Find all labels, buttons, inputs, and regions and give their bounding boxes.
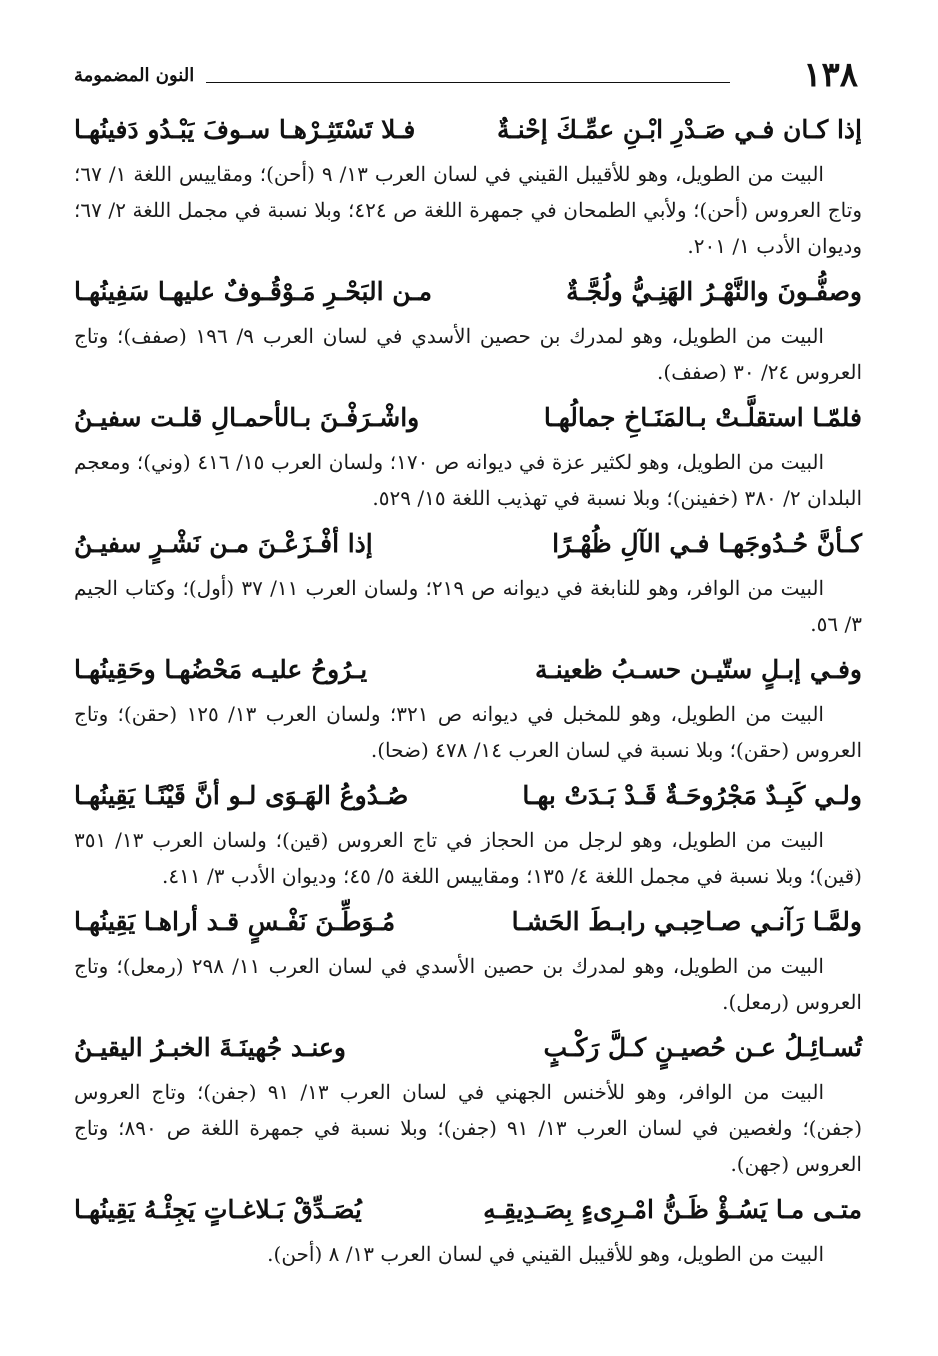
first-hemistich: متـى مـا يَسُـؤْ ظَـنُّ امْـرِىءٍ بِصَـدِيقِـهِ xyxy=(483,1195,862,1224)
verse-entry xyxy=(74,518,862,642)
verse-entry xyxy=(74,392,862,516)
verse-entry xyxy=(74,1022,862,1182)
page-header xyxy=(74,56,862,98)
verse-line xyxy=(74,392,862,444)
second-hemistich: مـن البَحْـرِ مَـوْقُـوفٌ عليهـا سَفِينُهـا xyxy=(74,277,433,306)
first-hemistich: إذا كـان فـي صَـدْرِ ابْـنِ عمِّـكَ إحْنـةٌ xyxy=(496,115,862,144)
second-hemistich: صُـدُوعُ الهَـوَى لـو أنَّ قَيْنًـا يَقِينُهـا xyxy=(74,781,409,810)
first-hemistich: فلمّـا استقلَّـتْ بـالمَنَـاخِ جمالُهـا xyxy=(543,403,862,432)
verse-entry xyxy=(74,770,862,894)
verse-note: البيت من الطويل، وهو للأقيبل القيني في لسان العرب ١٣/ ٨ (أحن). xyxy=(267,1242,824,1266)
verse-line xyxy=(74,770,862,822)
verse-note: البيت من الطويل، وهو للأقيبل القيني في لسان العرب ١٣/ ٩ (أحن)؛ ومقاييس اللغة ١/ ٦٧؛ وتاج العروس (أحن)؛ ولأبي الطمحان في جمهرة اللغة ص ٤٢٤؛ وبلا نسبة في مجمل اللغة ٢/ ٦٧؛ وديوان الأدب ١/ ٢٠١. xyxy=(74,162,862,258)
verse-line xyxy=(74,518,862,570)
second-hemistich: يُصَـدِّقْ بَـلاغـاتٍ يَجِئْـهُ يَقِينُهـا xyxy=(74,1195,362,1224)
verse-line xyxy=(74,104,862,156)
verse-note: البيت من الوافر، وهو للأخنس الجهني في لسان العرب ١٣/ ٩١ (جفن)؛ وتاج العروس (جفن)؛ ولغصين في لسان العرب ١٣/ ٩١ (جفن)؛ وبلا نسبة في جمهرة اللغة ص ٨٩٠؛ وتاج العروس (جهن). xyxy=(74,1080,862,1176)
second-hemistich: فـلا تَسْتَثِـرْهـا سـوفَ يَبْـدُو دَفينُهـا xyxy=(74,115,416,144)
verse-note: البيت من الطويل، وهو للمخبل في ديوانه ص ٣٢١؛ ولسان العرب ١٣/ ١٢٥ (حقن)؛ وتاج العروس (حقن)؛ وبلا نسبة في لسان العرب ١٤/ ٤٧٨ (ضحا). xyxy=(74,702,862,762)
first-hemistich: كـأنَّ حُـدُوجَهـا فـي الآلِ ظُهْـرًا xyxy=(552,529,862,558)
verse-entry xyxy=(74,896,862,1020)
verse-note: البيت من الطويل، وهو لرجل من الحجاز في تاج العروس (قين)؛ ولسان العرب ١٣/ ٣٥١ (قين)؛ وبلا نسبة في مجمل اللغة ٤/ ١٣٥؛ ومقاييس اللغة ٥/ ٤٥؛ وديوان الأدب ٣/ ٤١١. xyxy=(74,828,862,888)
first-hemistich: ولـي كَبِـدٌ مَجْرُوحَـةٌ قَـدْ بَـدَتْ بهـا xyxy=(522,781,862,810)
first-hemistich: وفـي إبـلٍ ستّيـن حسـبُ ظعينـة xyxy=(535,655,862,684)
first-hemistich: ولمَّـا رَآنـي صـاحِبـي رابـطَ الحَشـا xyxy=(511,907,862,936)
verse-note: البيت من الطويل، وهو لمدرك بن حصين الأسدي في لسان العرب ٩/ ١٩٦ (صفف)؛ وتاج العروس ٢٤/ ٣٠ (صفف). xyxy=(74,324,862,384)
verse-line xyxy=(74,1022,862,1074)
second-hemistich: مُـوَطِّـنَ نَفْـسٍ قـد أراهـا يَقِينُهـا xyxy=(74,907,396,936)
second-hemistich: واشْـرَفْـنَ بـالأحمـالِ قلـت سفيـنُ xyxy=(74,403,420,432)
verse-entries xyxy=(74,104,862,1274)
verse-note: البيت من الطويل، وهو لمدرك بن حصين الأسدي في لسان العرب ١١/ ٢٩٨ (رمعل)؛ وتاج العروس (رمعل). xyxy=(74,954,862,1014)
verse-entry xyxy=(74,1184,862,1272)
verse-line xyxy=(74,896,862,948)
verse-note: البيت من الوافر، وهو للنابغة في ديوانه ص ٢١٩؛ ولسان العرب ١١/ ٣٧ (أول)؛ وكتاب الجيم ٣/ ٥٦. xyxy=(74,576,862,636)
page-number: ١٣٨ xyxy=(803,55,858,95)
verse-entry xyxy=(74,104,862,264)
running-title: النون المضمومة xyxy=(74,65,195,86)
first-hemistich: وصفُّـونَ والنَّهْـرُ الهَنِـيُّ ولُجَّـةٌ xyxy=(566,277,862,306)
verse-line xyxy=(74,266,862,318)
first-hemistich: تُسـائِـلُ عـن حُصيـنٍ كـلَّ رَكْـبٍ xyxy=(543,1033,862,1062)
verse-entry xyxy=(74,266,862,390)
header-rule xyxy=(206,82,730,83)
second-hemistich: وعنـد جُهينَـةَ الخبـرُ اليقيـنُ xyxy=(74,1033,346,1062)
second-hemistich: يـرُوحُ عليـه مَحْضُهـا وحَقِينُهـا xyxy=(74,655,368,684)
verse-entry xyxy=(74,644,862,768)
verse-note: البيت من الطويل، وهو لكثير عزة في ديوانه ص ١٧٠؛ ولسان العرب ١٥/ ٤١٦ (وني)؛ ومعجم البلدان ٢/ ٣٨٠ (خفينن)؛ وبلا نسبة في تهذيب اللغة ١٥/ ٥٢٩. xyxy=(74,450,862,510)
second-hemistich: إذا أفْـزَعْـنَ مـن نَشْـرٍ سفيـنُ xyxy=(74,529,373,558)
verse-line xyxy=(74,644,862,696)
verse-line xyxy=(74,1184,862,1236)
